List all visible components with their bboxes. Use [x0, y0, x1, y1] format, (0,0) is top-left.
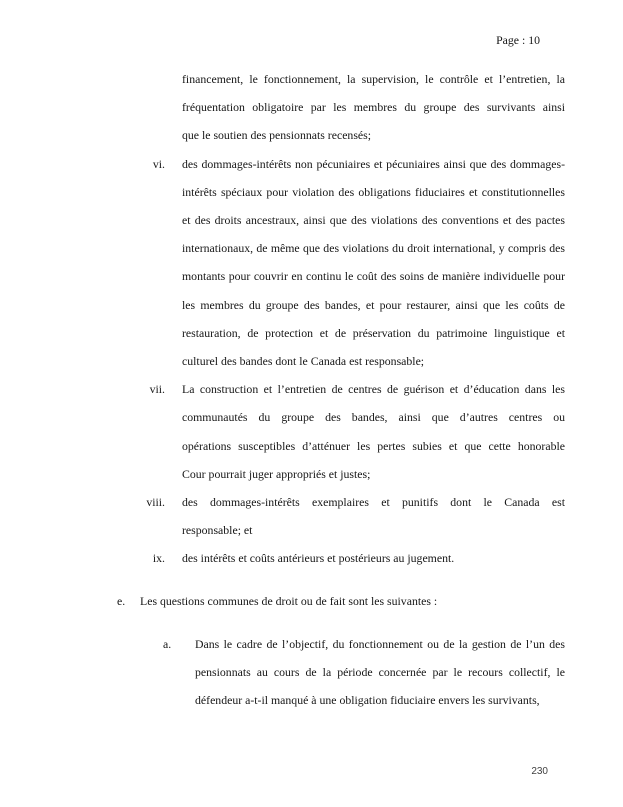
bates-number: 230: [531, 766, 548, 777]
text-line: des dommages-intérêts exemplaires et punitifs dont le Canada est: [182, 495, 565, 510]
list-item-a: [0, 630, 623, 715]
text-line: communautés du groupe des bandes, ainsi que d’autres centres ou: [182, 410, 565, 425]
text-line: défendeur a-t-il manqué à une obligation fiduciaire envers les survivants,: [195, 693, 540, 708]
text-line: et des droits ancestraux, ainsi que des violations des conventions et des pactes: [182, 213, 565, 228]
text-line: opérations susceptibles d’atténuer les pertes subies et que cette honorable: [182, 438, 565, 453]
page-header-number: Page : 10: [496, 33, 540, 47]
text-line: pensionnats au cours de la période concernée par le recours collectif, le: [195, 665, 565, 680]
list-item-ix: [0, 544, 623, 572]
text-line: Dans le cadre de l’objectif, du fonctionnement ou de la gestion de l’un des: [195, 636, 565, 651]
list-item-vii: [0, 375, 623, 488]
list-item-vi: [0, 150, 623, 376]
list-marker-a: a.: [163, 636, 172, 651]
text-line: des dommages-intérêts non pécuniaires et pécuniaires ainsi que des dommages-: [182, 156, 565, 171]
text-line: restauration, de protection et de préservation du patrimoine linguistique et: [182, 325, 565, 340]
text-line: Les questions communes de droit ou de fait sont les suivantes :: [140, 594, 438, 609]
list-item-e: [0, 587, 623, 615]
text-line: fréquentation obligatoire par les membres du groupe des survivants ainsi: [182, 100, 565, 115]
text-line: les membres du groupe des bandes, et pour restaurer, ainsi que les coûts de: [182, 297, 565, 312]
list-marker-e: e.: [117, 594, 126, 609]
text-line: responsable; et: [182, 523, 253, 538]
text-line: montants pour couvrir en continu le coût des soins de manière individuelle pour: [182, 269, 565, 284]
document-body: [0, 65, 623, 714]
text-line: Cour pourrait juger appropriés et justes;: [182, 466, 371, 481]
text-line: que le soutien des pensionnats recensés;: [182, 128, 372, 143]
text-line: financement, le fonctionnement, la supervision, le contrôle et l’entretien, la: [182, 72, 565, 86]
text-line: intérêts spéciaux pour violation des obligations fiduciaires et constitutionnelles: [182, 184, 565, 199]
list-marker-viii: viii.: [146, 495, 165, 510]
list-marker-ix: ix.: [152, 551, 165, 566]
text-line: La construction et l’entretien de centres de guérison et d’éducation dans les: [182, 382, 565, 397]
continuation-paragraph: [0, 65, 623, 150]
list-marker-vi: vi.: [152, 156, 165, 171]
list-marker-vii: vii.: [149, 382, 165, 397]
list-item-viii: [0, 488, 623, 544]
text-line: culturel des bandes dont le Canada est responsable;: [182, 354, 425, 369]
text-line: internationaux, de même que des violations du droit international, y compris des: [182, 241, 565, 256]
text-line: des intérêts et coûts antérieurs et postérieurs au jugement.: [182, 551, 455, 566]
